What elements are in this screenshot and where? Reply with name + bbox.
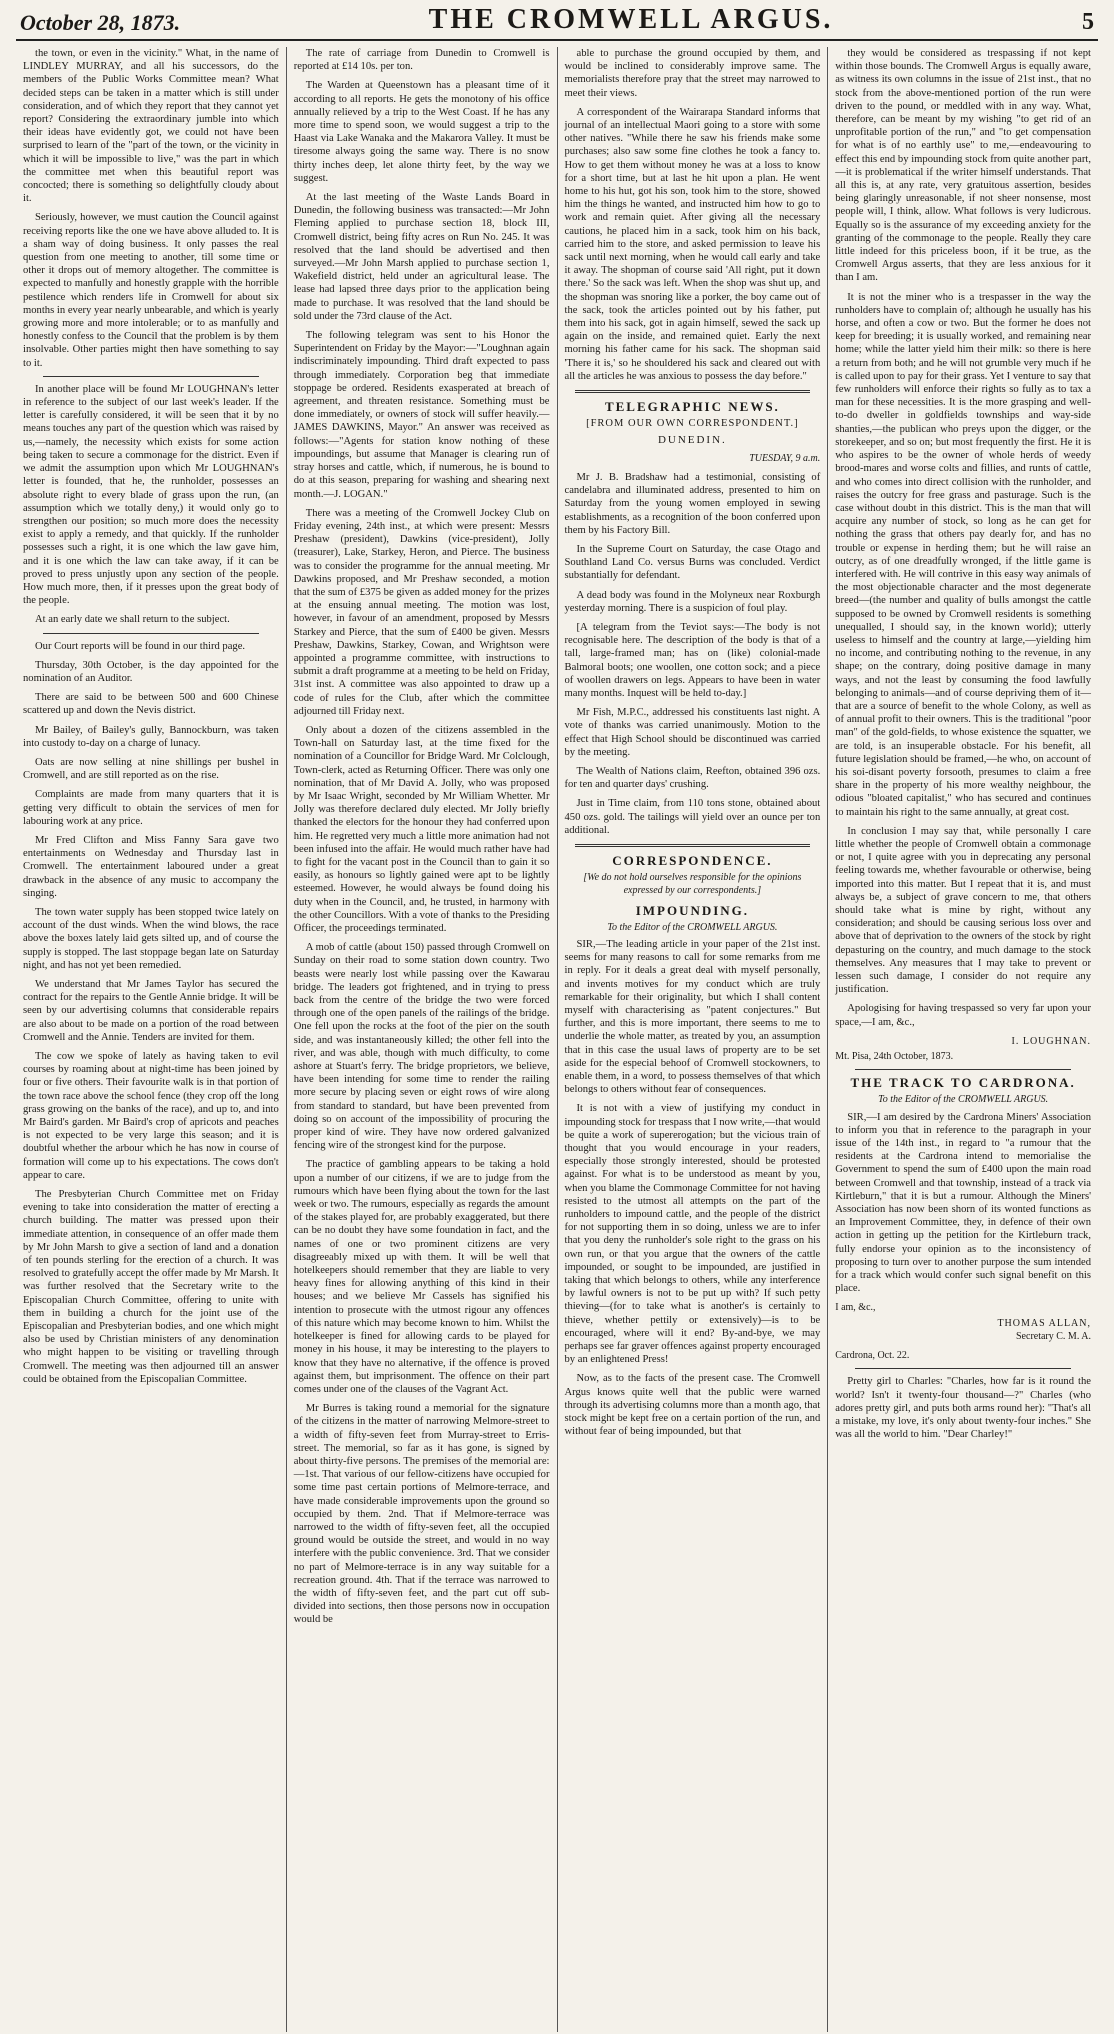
divider xyxy=(575,844,811,847)
column-3 xyxy=(558,47,829,2032)
dateline-time: TUESDAY, 9 a.m. xyxy=(749,452,821,464)
letter-place-date: Cardrona, Oct. 22. xyxy=(835,1350,910,1362)
letter-paragraph: It is not the miner who is a trespasser in the way the runholders have to complain of; although he usually has his horse, and often a cow or two. But the former he does not keep for breeding; it is usually worked, and remaining near home; while the latter yield him their milk: so there is here a return from both; and he will not grumble very much if he is called upon to pay for their grass. Yet I venture to say that few runholders will enforce their rights so fully as to tax a man for these necessities. It is the more grasping and well-to-do dweller in goldfields townships and way-side shanties,—the publican who preys upon the digger, or the storekeeper, and so on; but most frequently the first. He it is who aspires to be the owner of whole herds of weedy brood-mares and worse colts and fillies, and runts of cattle, and who comes into direct collision with the runholder, and raises the outcry for free grass and pasturage. Such is the case without doubt in this district. This is the man that will acquire any number of stock, so long as he can get for nothing the grass that others pay dearly for, and has no trouble or expense in herding them; but he will raise an outcry, as of one dreadfully wronged, if the little game is interfered with. He will contrive in this easy way animals of the most objectionable character and the most degenerate breed—(the number and quality of bulls amongst the cattle supposed to be owned by Cromwell residents is something unequalled, I should say, in the known world); utterly useless to himself and the country at large,—yielding him no income, and contributing nothing to the revenue, in any shape; on the contrary, doing positive damage in many ways, and not the least by consuming the food lawfully belonging to animals—and of course depriving them of it—that are a source of benefit to the whole Colony, as well as of annual profit to their owners. This is the traditional "poor man" of the gold-fields, to whose existence the squatter, we are told, is an insuperable obstacle. For his benefit, all future legislation should be framed,—he who, on account of his soi-disant poverty forsooth, presumes to claim a free share in the property of his more wealthy neighbour, the odious "bloated capitalist," who has secured and continues to maintain his right to the same annually, at great cost. xyxy=(835,291,1091,818)
divider xyxy=(43,376,259,377)
news-item: There was a meeting of the Cromwell Jockey Club on Friday evening, 24th inst., at which were present: Messrs Preshaw (president), Dawkins (vice-president), Jolly (treasurer), Lake, Starkey, Heron, and Pierce. The business was to consider the programme for the annual meeting. Mr Dawkins proposed, and Mr Preshaw seconded, a motion that the sum of £375 be given as added money for the prizes at the ensuing annual meeting. The motion was lost, however, in favour of an amendment, proposed by Messrs Starkey and Pierce, that the sum of £400 be given. Messrs Preshaw, Dawkins, Starkey, Cowan, and Wrightson were appointed a programme committee, with instructions to submit a draft programme at a meeting to be held on Friday, 31st inst. A committee was also appointed to draw up a code of rules for the Club, after which the committee adjourned till Friday next. xyxy=(293,507,550,717)
letter-paragraph: In conclusion I may say that, while personally I care little whether the people of Cromwell obtain a commonage or not, I quite agree with you in deprecating any personal feeling towards me, whether favourable or otherwise, being imported into this matter. But I repeat that it is, and must always be, a subject of grave concern to me, that others should take what is mine by right, without any consideration; and should be causing serious loss over and above that of deprivation to the owners of the stock by right depasturing on the country, and much damage to the stock themselves. Any measures that I may take to prevent or lessen such damage, I consider do not require any justification. xyxy=(835,825,1091,996)
article-paragraph: In another place will be found Mr LOUGHNAN's letter in reference to the subject of our last week's leader. If the letter is carefully considered, it will be seen that it by no means touches any part of the question which was raised by us,—namely, the necessity which exists for some action being taken to secure a commonage for the district. Even if we admit the assumption upon which Mr LOUGHNAN's letter is founded, that he, the runholder, possesses an absolute right to every blade of grass upon the run, (an assumption which we totally deny,) it would only go to strengthen our position; so much more does the necessity exist to apply a remedy, and that quickly. If the runholder possesses such a right, it is one which the law gave him, and it is one which the law can take away, if it can be proved to press unjustly upon any section of the people. How much more, then, if it presses upon the great body of the people. xyxy=(23,383,279,607)
newspaper-title: THE CROMWELL ARGUS. xyxy=(428,4,834,35)
telegram-item: The Wealth of Nations claim, Reefton, obtained 396 ozs. for ten and quarter days' crushing. xyxy=(564,765,821,791)
telegraphic-subheading: [FROM OUR OWN CORRESPONDENT.] xyxy=(586,418,799,430)
divider xyxy=(855,1069,1071,1070)
letter-place-date: Mt. Pisa, 24th October, 1873. xyxy=(835,1051,954,1063)
news-item: The cow we spoke of lately as having taken to evil courses by roaming about at night-time has been joined by four or five others. Their favourite walk is in that portion of the town race above the school fence (they crop off the long grass growing on the banks of the race), and up to, and into Mr Baird's garden. Mr Baird's crop of apricots and peaches is not expected to be very large this season; and it is doubtful whether the arbour which he has now in course of formation will come up to his expectations. The cows don't appear to care. xyxy=(23,1051,279,1181)
letter-signature: THOMAS ALLAN, xyxy=(997,1317,1091,1329)
letter-paragraph: SIR,—I am desired by the Cardrona Miners' Association to inform you that in reference to the paragraph in your issue of the 14th inst., in regard to "a rumour that the residents at the Cardrona intend to memorialise the Government to spend the sum of £400 upon the main road between Cromwell and that township, instead of a track via Kirtleburn," that it is but a rumour. Although the Miners' Association has now been shorn of its wonted functions as an Improvement Committee, they, in defence of their own action in getting up the petition for the Kirtleburn track, fully endorse your opinion as to the inconsistency of proposing to turn over to another purpose the sum intended for a track which would confer such signal benefit on this place. xyxy=(835,1111,1091,1295)
news-item: A correspondent of the Wairarapa Standard informs that journal of an intellectual Maori going to a store with some other natives. "While there he saw his friends make some purchases; also saw some fine clothes he took a fancy to. How to get them without money he was at a loss to know for a short time, but at last he hit upon a plan. He went home to his hut, got his son, took him to the store, showed him the things he wanted, and instructed him how to go to work and remain quiet. After giving all the necessary cautions, he placed him in a sack, took him on his back, carried him to the store, and asked permission to leave his sack until next morning, when he would call early and take it away. The shopman of course said 'All right, put it down there.' So the sack was left. When the shop was shut up, and the shopman was snoring like a porker, the boy came out of the sack, took the articles pointed out by his father, put them into his sack, got in again himself, sewed the sack up again on the inside, and remained quiet. Early the next morning his father came for his sack. The shopman said 'There it is,' so he shouldered his sack and cleared out with all the articles he was anxious to possess the day before." xyxy=(564,106,821,382)
news-item: The Presbyterian Church Committee met on Friday evening to take into consideration the matter of erecting a church building. The matter was pressed upon their immediate attention, in consequence of an offer made them by Mr John Marsh to give a section of land and a donation of ten pounds sterling for the erection of a church. It was resolved to gratefully accept the offer made by Mr Marsh. It was further resolved that the Secretary write to the Episcopalian Church Committee, offering to unite with them in building a church for the joint use of the Episcopalian and Presbyterian bodies, and one which might also be used by Christian ministers of any denomination who might happen to be visiting or travelling through Cromwell. The meeting was then adjourned till an answer could be obtained from the Episcopalian Committee. xyxy=(23,1189,279,1385)
correspondence-disclaimer: [We do not hold ourselves responsible for the opinions expressed by our correspondents.] xyxy=(583,872,802,897)
news-item: able to purchase the ground occupied by them, and would be inclined to considerably improve same. The memorialists therefore pray that the street may narrowed to meet their views. xyxy=(564,48,821,99)
news-item: The town water supply has been stopped twice lately on account of the dust winds. When the wind blows, the race above the boxes lately laid gets silted up, and of course the supply is stopped. The last stoppage began late on Saturday night, and has not yet been remedied. xyxy=(23,906,279,971)
news-item: The Warden at Queenstown has a pleasant time of it according to all reports. He gets the monotony of his office annually relieved by a trip to the West Coast. If he has any more time to spend soon, we would suggest a trip to the Haast via Lake Wanaka and the Makarora Valley. It must be tiresome always going the same way. There is no snow thirty inches deep, let alone thirty feet, by the way we suggest. xyxy=(293,80,550,184)
news-item: Thursday, 30th October, is the day appointed for the nomination of an Auditor. xyxy=(23,659,279,684)
news-item: We understand that Mr James Taylor has secured the contract for the repairs to the Gentle Annie bridge. It will be seen by our advertising columns that considerable repairs are also about to be made on a portion of the road between Cromwell and the Annie. Tenders are invited for them. xyxy=(23,979,279,1043)
letter-title: IMPOUNDING. xyxy=(635,902,750,918)
telegram-item: Just in Time claim, from 110 tons stone, obtained about 450 ozs. gold. The tailings will yield over an ounce per ton additional. xyxy=(564,798,821,836)
dateline-place: DUNEDIN. xyxy=(657,434,727,447)
page-number: 5 xyxy=(1081,9,1094,35)
column-4 xyxy=(828,47,1098,2032)
column-2 xyxy=(287,47,558,2032)
telegram-item: Mr Fish, M.P.C., addressed his constituents last night. A vote of thanks was carried unanimously. Motion to the effect that High School should be discontinued was carried by the meeting. xyxy=(564,707,821,758)
news-item: Only about a dozen of the citizens assembled in the Town-hall on Saturday last, at the time fixed for the nomination of a Councillor for Bridge Ward. Mr Colclough, Town-clerk, acted as Returning Officer. There was only one nomination, that of Mr David A. Jolly, who was proposed by Mr Isaac Wright, seconded by Mr William Whetter. Mr Jolly was therefore declared duly elected. Mr Jolly briefly thanked the electors for the honour they had conferred upon him. He regretted very much a little more animation had not been infused into the affair. He would much rather have had to fight for the vacant post in the Council than to gain it so easily, as honours so lightly gained were apt to be lightly esteemed. However, he would always be found doing his duty when in the Council, and, he trusted, in harmony with the other Councillors. With a vote of thanks to the Presiding Officer, the proceedings terminated. xyxy=(293,724,550,934)
news-item: Mr Fred Clifton and Miss Fanny Sara gave two entertainments on Wednesday and Thursday last in Cromwell. The entertainment laboured under a great drawback in the absence of any music to accompany the singing. xyxy=(23,834,279,899)
signature-title: Secretary C. M. A. xyxy=(1016,1330,1091,1342)
news-item: There are said to be between 500 and 600 Chinese scattered up and down the Nevis district. xyxy=(23,692,279,717)
letter-paragraph: they would be considered as trespassing if not kept within those bounds. The Cromwell Argus is equally aware, as witness its own columns in the issue of 21st inst., that no stock from the above-mentioned portion of the run were driven to the pound, or meddled with in any way. What, therefore, can be meant by my wishing "to get rid of an unprofitable portion of the run," and "to get compensation for what is of no earthly use" to me,—endeavouring to effect this end by impounding stock from quite another part,—it is problematical if the writer himself understands. That all this is, at any rate, very gratuitous assertion, besides being glaringly unreasonable, if not sheer nonsense, most people will, I think, allow. What follows is very ludicrous. Equally so is the assurance of my exceeding anxiety for the granting of the commonage to the people. Really they care little indeed for this priceless boon, if it be true, as the Cromwell Argus asserts, that they are less anxious for it than I am. xyxy=(835,48,1091,284)
letter-title: THE TRACK TO CARDRONA. xyxy=(850,1075,1076,1091)
divider xyxy=(575,390,811,393)
masthead xyxy=(16,6,1098,41)
news-item: At the last meeting of the Waste Lands Board in Dunedin, the following business was transacted:—Mr John Fleming applied to purchase section 18, block III, Cromwell district, being fifty acres on Run No. 245. It was resolved that the land should be advertised and then surveyed.—Mr John Marsh applied to purchase section 1, Wakefield district, held under an agricultural lease. The lease had lapsed three days prior to the application being made to purchase. It was resolved that the land should be sold under the 73rd clause of the Act. xyxy=(293,192,550,322)
correspondence-heading: CORRESPONDENCE. xyxy=(612,852,773,868)
telegram-item: A dead body was found in the Molyneux near Roxburgh yesterday morning. There is a suspicion of foul play. xyxy=(564,589,821,614)
news-item: Oats are now selling at nine shillings per bushel in Cromwell, and are still reported as on the rise. xyxy=(23,756,279,782)
letter-salutation: To the Editor of the CROMWELL ARGUS. xyxy=(607,921,778,933)
telegram-item: [A telegram from the Teviot says:—The body is not recognisable here. The description of the body is that of a tall, large-framed man; has on (like) colonial-made Balmoral boots; one woollen, one cotton sock; and a piece of woollen drawers on legs. Appears to have been in water many months. Inquest will be held to-day.] xyxy=(564,621,821,699)
column-1 xyxy=(16,47,287,2032)
article-paragraph: Seriously, however, we must caution the Council against receiving reports like the one we have above alluded to. It is a sham way of doing business. It only passes the real question from one meeting to another, till some time or other it drops out of memory altogether. The committee is expected to manfully and honestly grapple with the horrible pestilence which renders life in Cromwell for about six months in every year nearly unbearable, and which is yearly growing more and more intolerable; or to as manfully and honestly confess to the Council that the problem is by them insolvable. Other parties might then have something to say to it. xyxy=(23,212,279,369)
news-item: The following telegram was sent to his Honor the Superintendent on Friday by the Mayor:—"Loughnan again indiscriminately impounding. Third draft expected to pass through immediately. Corporation beg that immediate stoppage be ordered. Residents exasperated at breach of agreement, and threaten resistance. Something must be done immediately, or owners of stock will suffer heavily.—JAMES DAWKINS, Mayor." An answer was received as follows:—"Agents for station know nothing of these impoundings, but assume that Manager is clearing run of stray horses and cattle, which, if numerous, he is bound to do at this season, preparing for washing and shearing next month.—J. LOGAN." xyxy=(293,330,550,500)
news-item: Mr Bailey, of Bailey's gully, Bannockburn, was taken into custody to-day on a charge of lunacy. xyxy=(23,724,279,749)
letter-paragraph: Apologising for having trespassed so very far upon your space,—I am, &c., xyxy=(835,1003,1091,1028)
news-item: The rate of carriage from Dunedin to Cromwell is reported at £14 10s. per ton. xyxy=(293,48,550,73)
telegram-item: In the Supreme Court on Saturday, the case Otago and Southland Land Co. versus Burns was concluded. Verdict substantially for defendant. xyxy=(564,543,821,582)
telegram-item: Mr J. B. Bradshaw had a testimonial, consisting of candelabra and illuminated address, presented to him on Saturday from the young women employed in sewing establishments, as a recognition of the boon conferred upon them by his Factory Bill. xyxy=(564,471,821,536)
letter-signature: I. LOUGHNAN. xyxy=(1011,1035,1091,1047)
letter-paragraph: It is not with a view of justifying my conduct in impounding stock for trespass that I now write,—that would be quite a work of supererogation; but the vicious train of thought that you would encourage in your readers, especially those strongly interested, should be protested against. For what is to be understood as meant by you, when you blame the Commonage Committee for not having resisted to the utmost all attempts on the part of the runholders to impound cattle, and the people of the district for not supporting them in so doing, unless we are to infer that you deny the runholder's sole right to the grass on his own run, or that you argue that the owners of the cattle impounded, or sought to be impounded, are justified in taking that which belongs to others, while any interference by lawful owners is not to be put up with? If such petty thieving—(for to take what is another's is certainly to thieve, whether pettily or extensively)—is to be encouraged, where will it end? By-and-bye, we may perhaps see far graver offences against property encouraged by an enlightened Press! xyxy=(564,1103,821,1366)
article-paragraph: At an early date we shall return to the subject. xyxy=(35,614,230,626)
letter-salutation: To the Editor of the CROMWELL ARGUS. xyxy=(878,1094,1049,1106)
article-paragraph: the town, or even in the vicinity." What, in the name of LINDLEY MURRAY, and all his successors, do the members of the Public Works Committee mean? What decided steps can be taken in a matter which is still under consideration, and of which they report that they cannot yet report? Considering the extraordinary jumble into which their ideas have evidently got, we could not have been surprised to learn of the "part of the town, or the vicinity in which it will be impossible to live," was the part in which the committee met when this beautiful report was concocted; there is something so delightfully cloudy about it. xyxy=(23,48,279,205)
divider xyxy=(43,633,259,634)
letter-paragraph: Now, as to the facts of the present case. The Cromwell Argus knows quite well that the public were warned through its advertising columns more than a month ago, that stock might be kept free on a certain portion of the run, and without fear of being impounded, but that xyxy=(564,1373,821,1438)
issue-date: October 28, 1873. xyxy=(20,10,181,35)
columns xyxy=(16,47,1098,2032)
news-item: A mob of cattle (about 150) passed through Cromwell on Sunday on their road to some station down country. Two beasts were nearly lost while passing over the Kawarau bridge. The leaders got frightened, and in trying to press back from the centre of the bridge the two were forced through one of the open panels of the railings of the bridge. One fell upon the rocks at the foot of the pier on the south side, and was instantaneously killed; the other fell into the river, and was able, though with much difficulty, to come ashore at Stuart's ferry. The bridge proprietors, we believe, have been intending for some time to render the railing more secure by placing seven or eight rows of wire along from standard to standard, but have been prevented from doing so on account of the impossibility of procuring the proper kind of wire. They have now ordered galvanized fencing wire of the strongest kind for the purpose. xyxy=(293,942,550,1152)
anecdote: Pretty girl to Charles: "Charles, how far is it round the world? Isn't it twenty-four thousand—?" Charles (who adores pretty girl, and puts both arms round her): "That's all a mistake, my love, it's only about twenty-four inches." She was all the world to him. "Dear Charley!" xyxy=(835,1376,1091,1441)
letter-paragraph: SIR,—The leading article in your paper of the 21st inst. seems for many reasons to call for some remarks from me in reply. For it deals a great deal with myself personally, and invents motives for my conduct which are truly remarkable for their originality, but which I shall content myself with characterising as "patent conjectures." But further, and this is more important, there seems to me to underlie the whole matter, as treated by you, an assumption that in this case the usual laws of property are to be set aside for the especial behoof of Cromwell stockowners, to enable them, in a word, to possess themselves of that which belongs to others without fear of consequences. xyxy=(564,938,821,1096)
divider xyxy=(855,1368,1071,1369)
news-item: Our Court reports will be found in our third page. xyxy=(35,640,246,652)
news-item: Mr Burres is taking round a memorial for the signature of the citizens in the matter of narrowing Melmore-street to a width of fifty-seven feet from Murray-street to Erris-street. The memorial, so far as it has gone, is signed by about thirty-five persons. The premises of the memorial are:—1st. That various of our fellow-citizens have occupied for some time past certain portions of Melmore-terrace, and have made considerable improvements upon the ground so occupied by them. 2nd. That if Melmore-terrace was narrowed to the width of fifty-seven feet, all the occupied ground would be outside the street, and would in no way interfere with the public convenience. 3rd. That we consider no part of Melmore-terrace is in any way suitable for a recreation ground. 4th. That if the terrace was narrowed to the width of fifty-seven feet, and the part cut off sub-divided into sections, then those persons now in occupation would be xyxy=(293,1403,550,1626)
news-item: Complaints are made from many quarters that it is getting very difficult to obtain the services of men for labouring work at any price. xyxy=(23,789,279,827)
letter-signoff: I am, &c., xyxy=(835,1302,876,1314)
telegraphic-news-heading: TELEGRAPHIC NEWS. xyxy=(604,399,780,415)
news-item: The practice of gambling appears to be taking a hold upon a number of our citizens, if we are to judge from the rumours which have been flying about the town for the last week or two. The rumours, especially as regards the amount of the stakes played for, are probably exaggerated, but there can be no doubt they have some foundation in fact, and the names of one or two prominent citizens are very disagreeably mixed up with them. It will be well that hotelkeepers should remember that they are liable to very heavy fines for allowing anything of this kind in their houses; and we believe Mr Cassels has signified his intention to prosecute with the utmost rigour any offences of this nature which may become known to him. Whilst the hotelkeeper is fined for allowing cards to be played for money in his house, it may be interesting to the players to know that they have no alternative, if the offence is proved against them, but imprisonment. The offence on their part comes under one of the clauses of the Vagrant Act. xyxy=(293,1159,550,1395)
